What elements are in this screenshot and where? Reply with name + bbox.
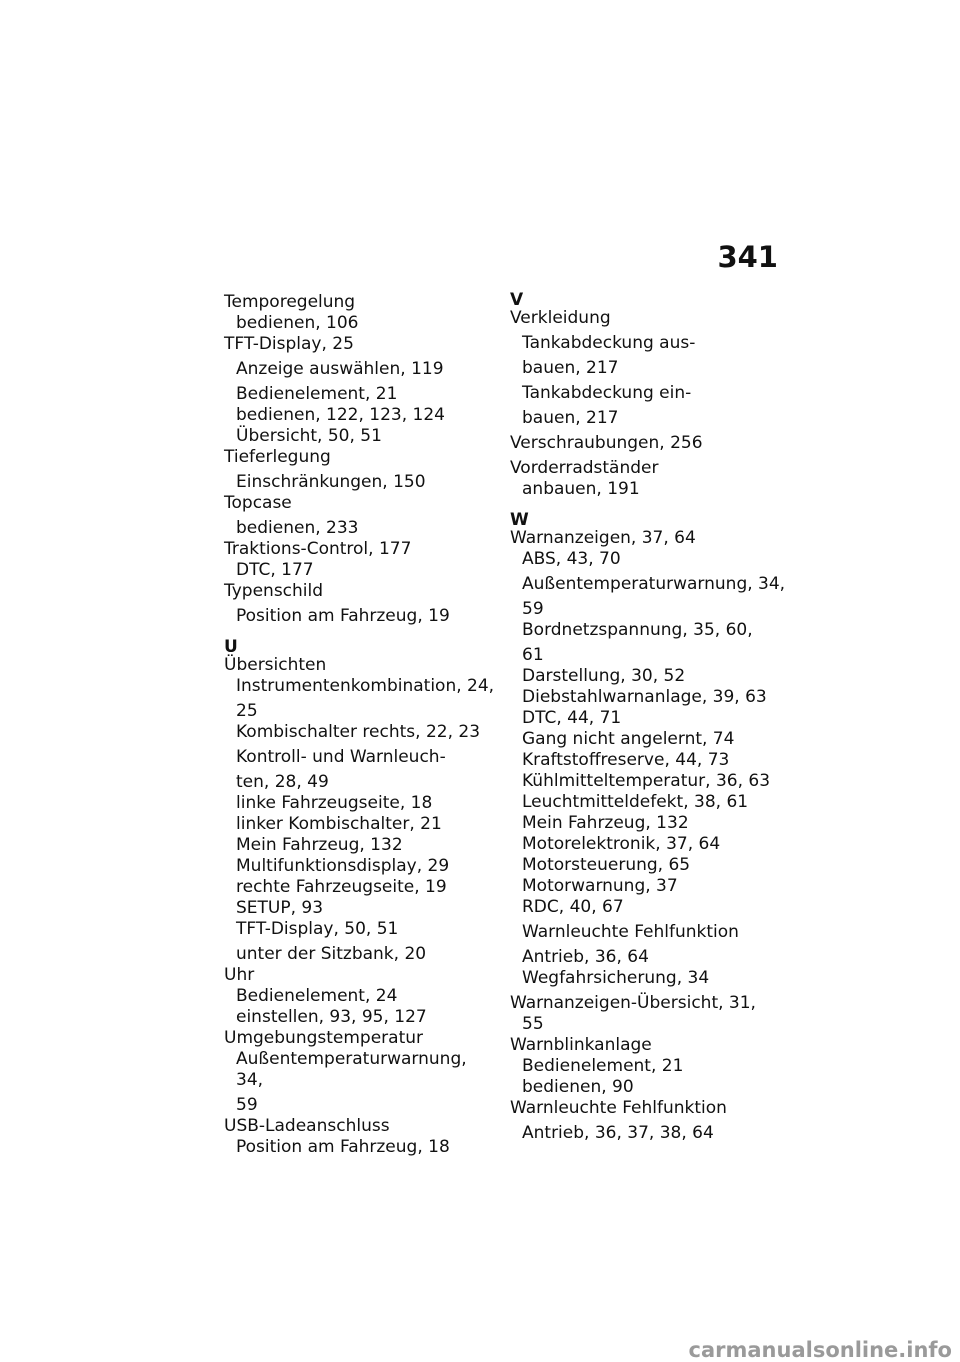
index-subentry: Diebstahlwarnanlage, 39, 63 bbox=[522, 687, 767, 707]
index-subentry: Bordnetzspannung, 35, 60, bbox=[522, 620, 753, 640]
index-entry: Typenschild bbox=[224, 581, 324, 601]
index-subentry: Motorwarnung, 37 bbox=[522, 876, 678, 896]
index-subentry: Motorsteuerung, 65 bbox=[522, 855, 691, 875]
index-entry: Tieferlegung bbox=[224, 447, 331, 467]
index-subentry: Mein Fahrzeug, 132 bbox=[236, 835, 403, 855]
index-subentry: linker Kombischalter, 21 bbox=[236, 814, 442, 834]
index-subentry: bedienen, 233 bbox=[236, 518, 359, 538]
index-subentry: Anzeige auswählen, 119 bbox=[236, 359, 444, 379]
index-subentry: Tankabdeckung aus- bbox=[522, 333, 696, 353]
index-subentry: Multifunktionsdisplay, 29 bbox=[236, 856, 450, 876]
index-subentry: unter der Sitzbank, 20 bbox=[236, 944, 427, 964]
index-entry: Traktions-Control, 177 bbox=[224, 539, 412, 559]
index-subentry: Übersicht, 50, 51 bbox=[236, 426, 382, 446]
index-subentry: bedienen, 90 bbox=[522, 1077, 634, 1097]
index-subentry: Position am Fahrzeug, 19 bbox=[236, 606, 450, 626]
index-subentry: anbauen, 191 bbox=[522, 479, 640, 499]
index-subentry: bedienen, 122, 123, 124 bbox=[236, 405, 445, 425]
footer-watermark: carmanualsonline.info bbox=[688, 1338, 952, 1362]
index-subentry: 25 bbox=[236, 701, 258, 721]
index-subentry: Außentemperaturwarnung, 34, bbox=[236, 1049, 467, 1090]
index-section-letter: V bbox=[510, 290, 524, 310]
index-entry: TFT-Display, 25 bbox=[224, 334, 354, 354]
index-entry: Warnblinkanlage bbox=[510, 1035, 652, 1055]
index-subentry: ten, 28, 49 bbox=[236, 772, 329, 792]
index-subentry: 59 bbox=[236, 1095, 258, 1115]
index-subentry: Motorelektronik, 37, 64 bbox=[522, 834, 721, 854]
index-subentry: Antrieb, 36, 64 bbox=[522, 947, 649, 967]
page-number: 341 bbox=[717, 240, 778, 274]
index-subentry: Darstellung, 30, 52 bbox=[522, 666, 686, 686]
index-section-letter: U bbox=[224, 637, 238, 657]
index-subentry: SETUP, 93 bbox=[236, 898, 324, 918]
index-section-letter: W bbox=[510, 510, 529, 530]
index-subentry: Kühlmitteltemperatur, 36, 63 bbox=[522, 771, 771, 791]
index-subentry: Bedienelement, 21 bbox=[522, 1056, 684, 1076]
index-entry: Verkleidung bbox=[510, 308, 611, 328]
index-subentry: Tankabdeckung ein- bbox=[522, 383, 692, 403]
index-entry: Übersichten bbox=[224, 655, 327, 675]
index-subentry: Mein Fahrzeug, 132 bbox=[522, 813, 689, 833]
index-subentry: Kombischalter rechts, 22, 23 bbox=[236, 722, 481, 742]
index-entry: Vorderradständer bbox=[510, 458, 659, 478]
index-entry: Verschraubungen, 256 bbox=[510, 433, 703, 453]
index-entry: Umgebungstemperatur bbox=[224, 1028, 424, 1048]
index-subentry: Einschränkungen, 150 bbox=[236, 472, 426, 492]
index-subentry: Bedienelement, 24 bbox=[236, 986, 398, 1006]
index-subentry: Gang nicht angelernt, 74 bbox=[522, 729, 735, 749]
index-subentry: Kraftstoffreserve, 44, 73 bbox=[522, 750, 730, 770]
index-entry: Topcase bbox=[224, 493, 292, 513]
index-subentry: TFT-Display, 50, 51 bbox=[236, 919, 399, 939]
index-subentry: bedienen, 106 bbox=[236, 313, 359, 333]
index-column-left bbox=[224, 292, 499, 1158]
index-subentry: bauen, 217 bbox=[522, 358, 619, 378]
index-subentry: bauen, 217 bbox=[522, 408, 619, 428]
index-entry: Warnleuchte Fehlfunktion bbox=[510, 1098, 727, 1118]
index-subentry: Bedienelement, 21 bbox=[236, 384, 398, 404]
index-subentry: einstellen, 93, 95, 127 bbox=[236, 1007, 427, 1027]
index-entry: Warnanzeigen-Übersicht, 31, bbox=[510, 993, 756, 1013]
index-subentry: DTC, 177 bbox=[236, 560, 314, 580]
index-subentry: RDC, 40, 67 bbox=[522, 897, 624, 917]
index-subentry: 55 bbox=[522, 1014, 544, 1034]
index-subentry: 61 bbox=[522, 645, 544, 665]
index-entry: Warnanzeigen, 37, 64 bbox=[510, 528, 696, 548]
index-subentry: Leuchtmitteldefekt, 38, 61 bbox=[522, 792, 749, 812]
index-subentry: DTC, 44, 71 bbox=[522, 708, 622, 728]
index-subentry: Warnleuchte Fehlfunktion bbox=[522, 922, 739, 942]
index-subentry: Position am Fahrzeug, 18 bbox=[236, 1137, 450, 1157]
index-subentry: Instrumentenkombination, 24, bbox=[236, 676, 495, 696]
index-entry: Temporegelung bbox=[224, 292, 356, 312]
index-subentry: Kontroll- und Warnleuch- bbox=[236, 747, 446, 767]
index-column-right bbox=[510, 292, 790, 1144]
index-entry: Uhr bbox=[224, 965, 255, 985]
index-subentry: 59 bbox=[522, 599, 544, 619]
index-entry: USB-Ladeanschluss bbox=[224, 1116, 390, 1136]
index-subentry: Außentemperaturwarnung, 34, bbox=[522, 574, 786, 594]
index-subentry: Antrieb, 36, 37, 38, 64 bbox=[522, 1123, 714, 1143]
index-subentry: ABS, 43, 70 bbox=[522, 549, 621, 569]
index-subentry: Wegfahrsicherung, 34 bbox=[522, 968, 710, 988]
index-subentry: rechte Fahrzeugseite, 19 bbox=[236, 877, 447, 897]
index-subentry: linke Fahrzeugseite, 18 bbox=[236, 793, 433, 813]
